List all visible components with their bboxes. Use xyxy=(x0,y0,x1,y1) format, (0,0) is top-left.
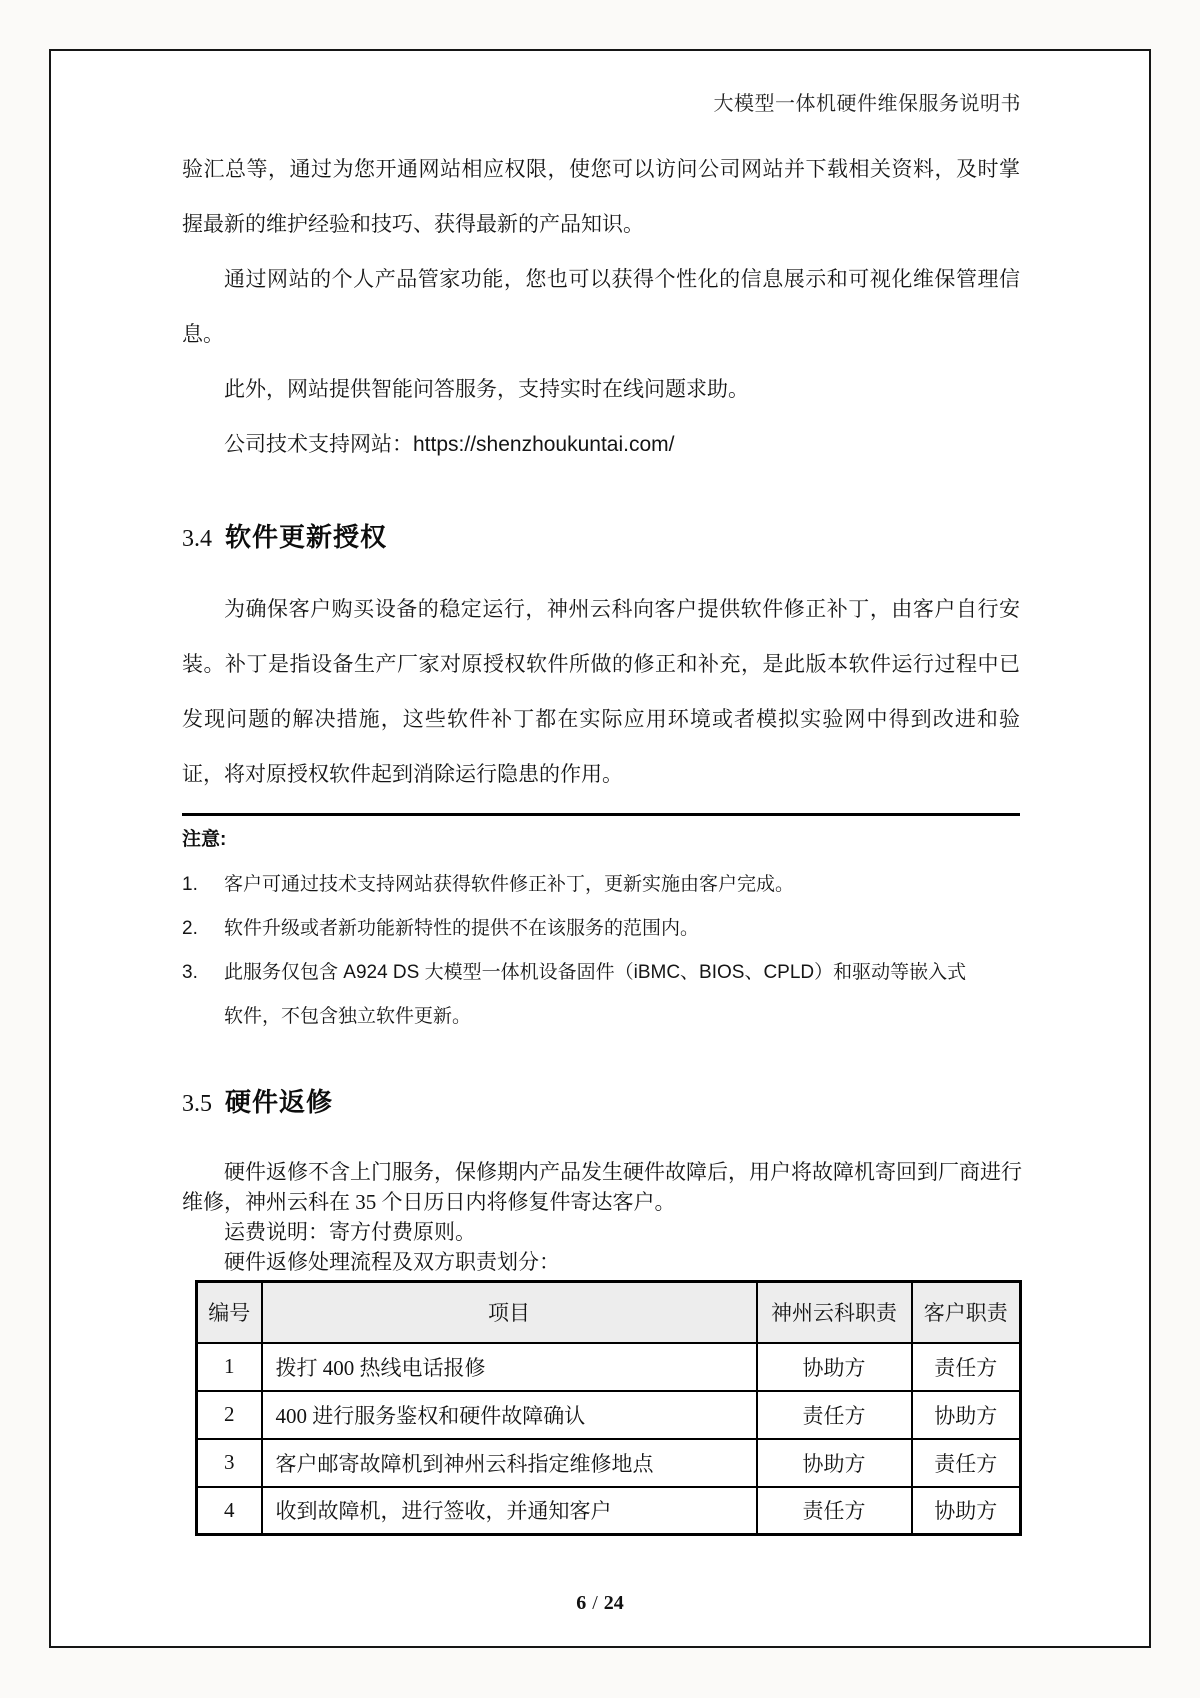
notice-item-text: 软件升级或者新功能新特性的提供不在该服务的范围内。 xyxy=(224,918,700,939)
cell-item: 400 进行服务鉴权和硬件故障确认 xyxy=(262,1391,757,1439)
cell-customer-duty: 协助方 xyxy=(912,1391,1021,1439)
table-row xyxy=(197,1487,1021,1535)
section-3-4-number: 3.4 xyxy=(182,526,212,552)
notice-item-number: 1. xyxy=(182,874,198,895)
section-3-5-body: 硬件返修不含上门服务，保修期内产品发生硬件故障后，用户将故障机寄回到厂商进行维修，神州云科在 35 个日历日内将修复件寄达客户。 xyxy=(182,1160,1022,1214)
support-site-line xyxy=(182,417,1020,472)
notice-list xyxy=(182,863,1020,1039)
cell-customer-duty: 责任方 xyxy=(912,1439,1021,1487)
paragraph-qa-service: 此外，网站提供智能问答服务，支持实时在线问题求助。 xyxy=(224,378,749,401)
notice-item xyxy=(182,951,1020,1039)
cell-number: 1 xyxy=(197,1343,262,1391)
support-site-url: https://shenzhoukuntai.com/ xyxy=(413,433,675,456)
cell-szyk-duty: 协助方 xyxy=(757,1343,912,1391)
running-header-title: 大模型一体机硬件维保服务说明书 xyxy=(713,93,1021,115)
cell-number: 4 xyxy=(197,1487,262,1535)
table-row xyxy=(197,1391,1021,1439)
notice-item xyxy=(182,907,1020,951)
cell-customer-duty: 责任方 xyxy=(912,1343,1021,1391)
section-3-4-body-wrap xyxy=(182,582,1020,802)
cell-number: 2 xyxy=(197,1391,262,1439)
section-3-4-body: 为确保客户购买设备的稳定运行，神州云科向客户提供软件修正补丁，由客户自行安装。补丁是指设备生产厂家对原授权软件所做的修正和补充，是此版本软件运行过程中已发现问题的解决措施，这些软件补丁都在实际应用环境或者模拟实验网中得到改进和验证，将对原授权软件起到消除运行隐患的作用。 xyxy=(182,598,1020,786)
cell-szyk-duty: 协助方 xyxy=(757,1439,912,1487)
notice-item-text: 此服务仅包含 A924 DS 大模型一体机设备固件（iBMC、BIOS、CPLD）和驱动等嵌入式软件，不包含独立软件更新。 xyxy=(224,962,967,1027)
footer-page-number: 6 xyxy=(576,1592,587,1614)
section-3-5-body-wrap xyxy=(182,1157,1022,1277)
paragraph-continuation: 验汇总等，通过为您开通网站相应权限，使您可以访问公司网站并下载相关资料，及时掌握最新的维护经验和技巧、获得最新的产品知识。 xyxy=(182,158,1020,236)
section-3-5-heading xyxy=(182,1082,333,1119)
support-site-label: 公司技术支持网站： xyxy=(224,433,413,456)
cell-item: 收到故障机，进行签收，并通知客户 xyxy=(262,1487,757,1535)
table-row xyxy=(197,1343,1021,1391)
header-cell-customer-duty: 客户职责 xyxy=(912,1282,1021,1343)
document-page xyxy=(49,49,1151,1648)
cell-customer-duty: 协助方 xyxy=(912,1487,1021,1535)
notice-item xyxy=(182,863,1020,907)
notice-item-number: 3. xyxy=(182,962,198,983)
cell-szyk-duty: 责任方 xyxy=(757,1391,912,1439)
header-cell-szyk-duty: 神州云科职责 xyxy=(757,1282,912,1343)
notice-label: 注意: xyxy=(182,829,227,850)
paragraph-personal-manager: 通过网站的个人产品管家功能，您也可以获得个性化的信息展示和可视化维保管理信息。 xyxy=(182,268,1020,346)
cell-number: 3 xyxy=(197,1439,262,1487)
cell-item: 客户邮寄故障机到神州云科指定维修地点 xyxy=(262,1439,757,1487)
footer-separator: / xyxy=(592,1592,598,1614)
responsibility-table xyxy=(195,1280,1022,1536)
shipping-note: 运费说明：寄方付费原则。 xyxy=(224,1220,476,1244)
table-header-row xyxy=(197,1282,1021,1343)
cell-item: 拨打 400 热线电话报修 xyxy=(262,1343,757,1391)
section-3-5-title: 硬件返修 xyxy=(225,1087,334,1117)
section-3-5-number: 3.5 xyxy=(182,1091,212,1117)
table-intro: 硬件返修处理流程及双方职责划分： xyxy=(224,1250,560,1274)
table-row xyxy=(197,1439,1021,1487)
notice-item-number: 2. xyxy=(182,918,198,939)
header-cell-number: 编号 xyxy=(197,1282,262,1343)
section-3-4-heading xyxy=(182,517,387,554)
cell-szyk-duty: 责任方 xyxy=(757,1487,912,1535)
page-footer xyxy=(51,1592,1149,1615)
header-cell-item: 项目 xyxy=(262,1282,757,1343)
notice-item-text: 客户可通过技术支持网站获得软件修正补丁，更新实施由客户完成。 xyxy=(224,874,795,895)
notice-divider-rule xyxy=(182,813,1020,816)
intro-paragraphs xyxy=(182,142,1020,472)
section-3-4-title: 软件更新授权 xyxy=(225,522,388,552)
footer-total-pages: 24 xyxy=(603,1592,624,1614)
